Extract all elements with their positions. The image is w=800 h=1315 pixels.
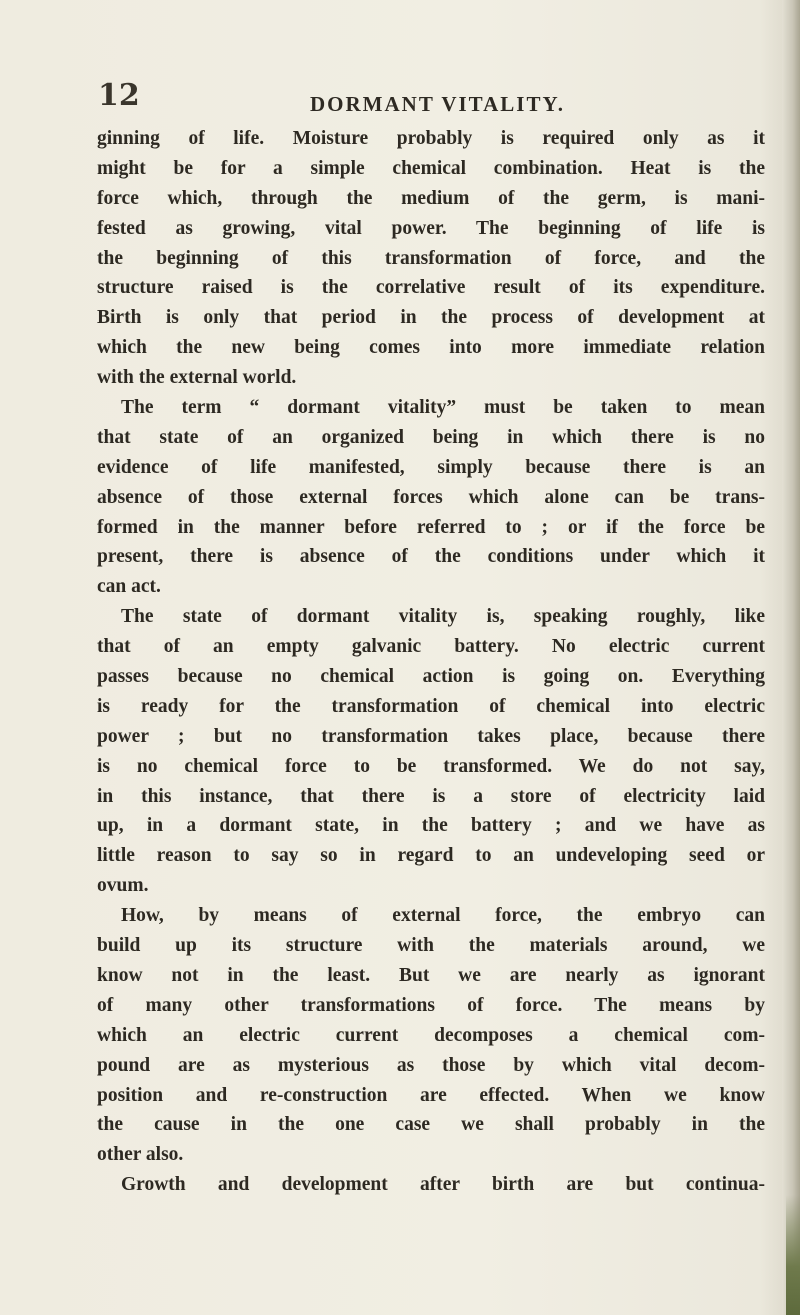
text-line: How, by means of external force, the embryo can (121, 905, 765, 927)
text-line: build up its structure with the materials around, we (97, 935, 765, 957)
text-line: present, there is absence of the conditions under which it (97, 546, 765, 568)
text-line: evidence of life manifested, simply because there is an (97, 456, 765, 478)
text-line: which the new being comes into more immediate relation (97, 337, 765, 359)
page-edge-stain (786, 1195, 800, 1315)
text-line: Birth is only that period in the process of development at (97, 307, 765, 329)
text-line: pound are as mysterious as those by which vital decom- (97, 1054, 765, 1076)
text-line: ovum. (97, 875, 149, 897)
body-text (97, 124, 765, 1200)
text-line: know not in the least. But we are nearly as ignorant (97, 964, 765, 986)
text-line: power ; but no transformation takes place, because there (97, 725, 765, 747)
text-line: that of an empty galvanic battery. No electric current (97, 636, 765, 658)
text-line: position and re-construction are effected. When we know (97, 1084, 765, 1106)
text-line: the cause in the one case we shall probably in the (97, 1114, 765, 1136)
text-line: the beginning of this transformation of force, and the (97, 247, 765, 269)
text-line: absence of those external forces which alone can be trans- (97, 486, 765, 508)
text-line: The term “ dormant vitality” must be taken to mean (121, 397, 765, 419)
text-line: ginning of life. Moisture probably is required only as it (97, 128, 765, 149)
page-header (98, 78, 758, 118)
text-line: of many other transformations of force. The means by (97, 994, 765, 1016)
running-head: DORMANT VITALITY. (310, 92, 565, 116)
text-line: The state of dormant vitality is, speaking roughly, like (121, 606, 765, 628)
text-line: is no chemical force to be transformed. We do not say, (97, 755, 765, 777)
text-line: formed in the manner before referred to ; or if the force be (97, 516, 765, 538)
page-edge-shadow (782, 0, 800, 1315)
text-line: Growth and development after birth are but continua- (121, 1174, 765, 1196)
text-line: structure raised is the correlative result of its expenditure. (97, 277, 765, 299)
text-line: little reason to say so in regard to an undeveloping seed or (97, 845, 765, 867)
text-line: which an electric current decomposes a chemical com- (97, 1024, 765, 1046)
text-line: in this instance, that there is a store of electricity laid (97, 785, 765, 807)
text-line: passes because no chemical action is going on. Everything (97, 666, 765, 688)
text-line: up, in a dormant state, in the battery ; and we have as (97, 815, 765, 837)
text-line: that state of an organized being in which there is no (97, 426, 765, 448)
page-number: 12 (98, 78, 140, 113)
text-line: other also. (97, 1144, 184, 1166)
text-line: is ready for the transformation of chemical into electric (97, 695, 765, 717)
text-line: fested as growing, vital power. The beginning of life is (97, 217, 765, 239)
text-line: might be for a simple chemical combination. Heat is the (97, 157, 765, 179)
text-line: can act. (97, 576, 161, 598)
text-line: force which, through the medium of the germ, is mani- (97, 187, 765, 209)
text-line: with the external world. (97, 367, 297, 389)
